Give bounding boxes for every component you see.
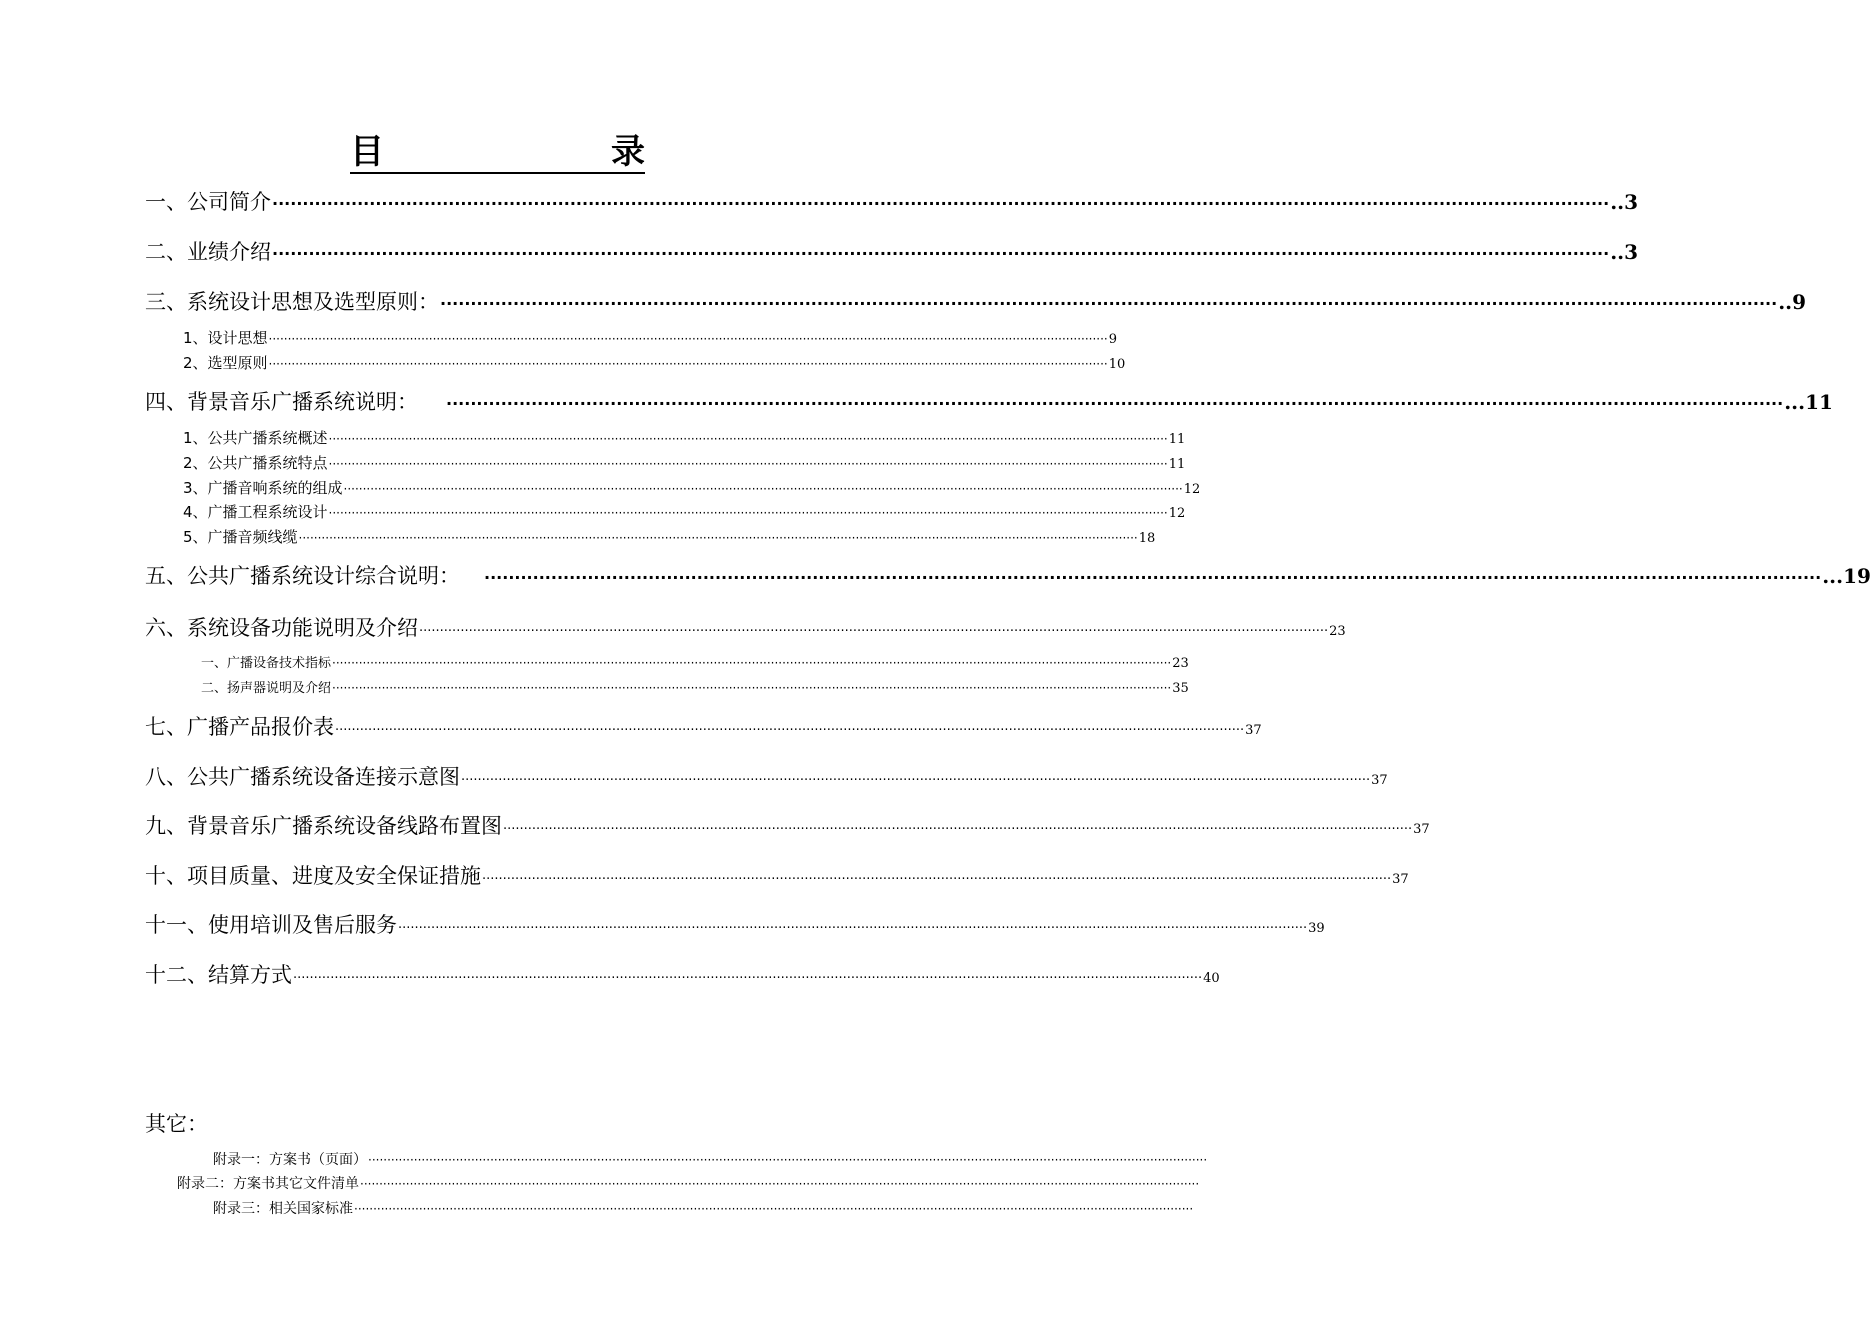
toc-subentry <box>183 477 1201 499</box>
toc-subentry-label: 1、设计思想 <box>183 329 268 347</box>
toc-leader: ···························································································································································································································· <box>293 971 1203 986</box>
toc-entry-label: 四、背景音乐广播系统说明： <box>145 390 418 414</box>
toc-entry-page: 23 <box>1329 624 1346 639</box>
toc-leader: ···························································································································································································································· <box>446 394 1784 413</box>
toc-leader: ···························································································································································································································· <box>368 1153 1208 1167</box>
toc-leader: ···························································································································································································································· <box>335 723 1245 738</box>
toc-leader: ···························································································································································································································· <box>268 357 1108 371</box>
toc-entry-11 <box>145 909 1325 939</box>
toc-subentry-page: 35 <box>1172 681 1189 696</box>
toc-entry-label: 二、业绩介绍 <box>145 240 271 264</box>
toc-subentry-label: 2、公共广播系统特点 <box>183 454 328 472</box>
toc-subentry-label: 2、选型原则 <box>183 354 268 372</box>
toc-entry-1 <box>145 186 1639 216</box>
toc-leader: ···························································································································································································································· <box>482 872 1392 887</box>
toc-subentry-page: 12 <box>1168 506 1186 521</box>
toc-leader: ···························································································································································································································· <box>268 332 1108 346</box>
toc-subentry-page: 12 <box>1183 482 1201 497</box>
toc-subentry-page: 9 <box>1108 332 1118 347</box>
toc-leader: ···························································································································································································································· <box>272 194 1610 213</box>
toc-subentry <box>183 427 1186 449</box>
toc-entry-5 <box>145 560 1871 590</box>
toc-entry-8 <box>145 761 1388 791</box>
toc-leader: ···························································································································································································································· <box>328 457 1168 471</box>
toc-entry-label: 三、系统设计思想及选型原则： <box>145 290 439 314</box>
toc-title-left: 目 <box>350 132 384 172</box>
toc-subentry-page: 23 <box>1172 656 1189 671</box>
toc-entry-label: 九、背景音乐广播系统设备线路布置图 <box>145 814 502 838</box>
toc-leader: ···························································································································································································································· <box>328 506 1168 520</box>
toc-entry-10 <box>145 860 1409 890</box>
toc-entry-7 <box>145 711 1262 741</box>
appendix-label: 附录一：方案书（页面） <box>213 1152 367 1168</box>
toc-entry-page: 37 <box>1371 773 1388 788</box>
others-heading: 其它： <box>145 1112 208 1136</box>
toc-leader: ···························································································································································································································· <box>419 624 1329 639</box>
toc-entry-6 <box>145 612 1346 642</box>
toc-entry-page: ..3 <box>1610 190 1639 214</box>
toc-leader: ···························································································································································································································· <box>332 656 1172 670</box>
toc-subentry <box>183 327 1118 349</box>
toc-subentry-label: 4、广播工程系统设计 <box>183 503 328 521</box>
toc-entry-label: 五、公共广播系统设计综合说明： <box>145 564 460 588</box>
toc-entry-page: ..9 <box>1778 290 1807 314</box>
toc-entry-page: 37 <box>1413 822 1430 837</box>
toc-subentry <box>183 501 1186 523</box>
toc-subentry-page: 11 <box>1168 432 1186 447</box>
toc-title <box>350 128 645 174</box>
toc-subentry <box>201 652 1189 672</box>
toc-leader: ···························································································································································································································· <box>461 773 1371 788</box>
toc-leader: ···························································································································································································································· <box>272 244 1610 263</box>
toc-leader: ···························································································································································································································· <box>360 1177 1200 1191</box>
toc-leader: ···························································································································································································································· <box>484 568 1822 587</box>
toc-subentry <box>183 526 1156 548</box>
appendix-label: 附录二：方案书其它文件清单 <box>177 1176 359 1192</box>
toc-subentry-label: 二、扬声器说明及介绍 <box>201 681 332 696</box>
appendix-label: 附录三：相关国家标准 <box>213 1201 353 1217</box>
toc-subentry-page: 11 <box>1168 457 1186 472</box>
toc-subentry <box>183 452 1186 474</box>
toc-entry-page: ..3 <box>1610 240 1639 264</box>
toc-entry-9 <box>145 810 1430 840</box>
toc-entry-label: 八、公共广播系统设备连接示意图 <box>145 765 460 789</box>
toc-subentry-label: 1、公共广播系统概述 <box>183 429 328 447</box>
toc-entry-page: ...11 <box>1784 390 1833 414</box>
toc-entry-label: 七、广播产品报价表 <box>145 715 334 739</box>
toc-entry-page: 40 <box>1203 971 1220 986</box>
toc-leader: ···························································································································································································································· <box>354 1202 1194 1216</box>
toc-subentry <box>201 677 1189 697</box>
toc-subentry-page: 18 <box>1138 531 1156 546</box>
toc-entry-label: 一、公司简介 <box>145 190 271 214</box>
toc-leader: ···························································································································································································································· <box>398 921 1308 936</box>
toc-subentry <box>183 352 1126 374</box>
appendix-item <box>213 1149 1208 1169</box>
toc-subentry-page: 10 <box>1108 357 1126 372</box>
toc-leader: ···························································································································································································································· <box>343 482 1183 496</box>
toc-entry-3 <box>145 286 1807 316</box>
toc-entry-page: 39 <box>1308 921 1325 936</box>
toc-entry-page: ...19 <box>1822 564 1871 588</box>
appendix-item <box>213 1198 1194 1218</box>
toc-leader: ···························································································································································································································· <box>332 681 1172 695</box>
toc-entry-2 <box>145 236 1639 266</box>
toc-entry-label: 十、项目质量、进度及安全保证措施 <box>145 864 481 888</box>
toc-leader: ···························································································································································································································· <box>328 432 1168 446</box>
toc-subentry-label: 3、广播音响系统的组成 <box>183 479 343 497</box>
toc-entry-page: 37 <box>1245 723 1262 738</box>
toc-entry-label: 十一、使用培训及售后服务 <box>145 913 397 937</box>
toc-entry-label: 六、系统设备功能说明及介绍 <box>145 616 418 640</box>
toc-entry-page: 37 <box>1392 872 1409 887</box>
toc-leader: ···························································································································································································································· <box>503 822 1413 837</box>
toc-entry-4 <box>145 386 1833 416</box>
toc-leader: ···························································································································································································································· <box>298 531 1138 545</box>
toc-leader: ···························································································································································································································· <box>440 294 1778 313</box>
toc-subentry-label: 5、广播音频线缆 <box>183 528 298 546</box>
toc-subentry-label: 一、广播设备技术指标 <box>201 656 332 671</box>
toc-entry-label: 十二、结算方式 <box>145 963 292 987</box>
toc-title-right: 录 <box>611 132 645 172</box>
toc-entry-12 <box>145 959 1220 989</box>
appendix-item <box>177 1173 1200 1193</box>
